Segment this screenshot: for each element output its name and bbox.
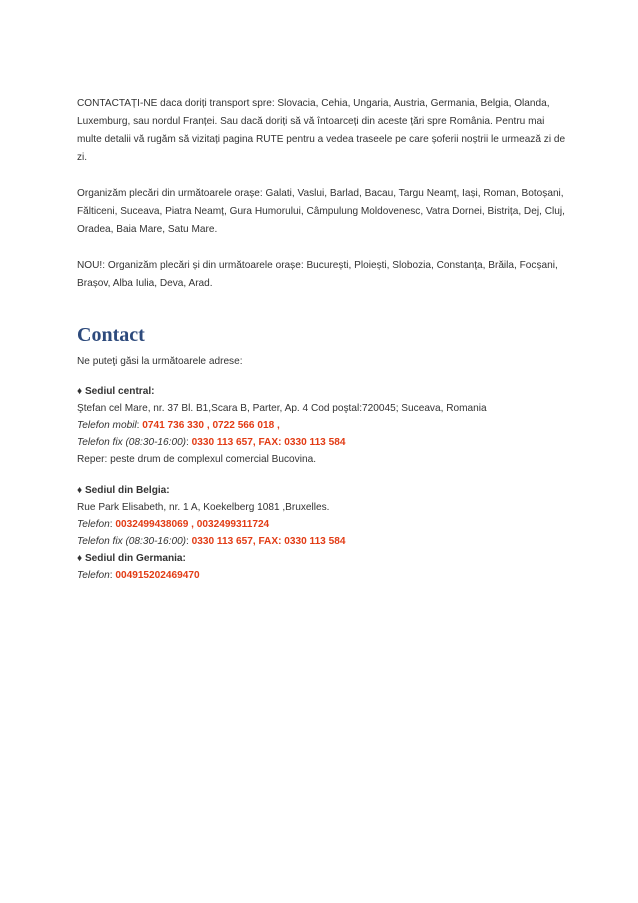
landline-separator: : [186, 437, 192, 448]
mobile-number[interactable]: 0741 736 330 , 0722 566 018 , [142, 420, 280, 431]
belgium-office-address: Rue Park Elisabeth, nr. 1 A, Koekelberg 1081 ,Bruxelles. [77, 502, 330, 513]
spacer [77, 239, 567, 257]
phone-label: Telefon [77, 519, 110, 530]
landline-number[interactable]: 0330 113 657, FAX: 0330 113 584 [191, 536, 346, 547]
landline-separator: : [186, 536, 192, 547]
phone-number[interactable]: 0032499438069 , 0032499311724 [115, 519, 270, 530]
central-office-heading: ♦ Sediul central: [77, 386, 155, 397]
germany-office-phone [77, 567, 567, 584]
spacer [77, 468, 567, 482]
intro-paragraph-routes: CONTACTAȚI-NE daca doriți transport spre: Slovacia, Cehia, Ungaria, Austria, Germania, Belgia, Olanda, Luxemburg, sau nordul Franței. Sau dacă doriți să vă întoarceți din aceste țări spre România. Pentru mai multe detalii vă rugăm să vizitați pagina RUTE pentru a vedea traseele pe care șoferii noștrii le urmează zi de zi. [77, 98, 566, 163]
mobile-separator: : [136, 420, 143, 431]
document-page [77, 95, 567, 584]
landline-number[interactable]: 0330 113 657, FAX: 0330 113 584 [191, 437, 346, 448]
central-office-landmark: Reper: peste drum de complexul comercial Bucovina. [77, 454, 316, 465]
central-office-mobile [77, 417, 567, 434]
phone-separator: : [109, 570, 116, 581]
belgium-office-heading: ♦ Sediul din Belgia: [77, 485, 170, 496]
spacer [77, 293, 567, 311]
belgium-office-phone [77, 516, 567, 533]
central-office-address: Ştefan cel Mare, nr. 37 Bl. B1,Scara B, Parter, Ap. 4 Cod poştal:720045; Suceava, Romania [77, 403, 487, 414]
phone-label: Telefon [77, 570, 110, 581]
contact-heading: Contact [77, 324, 145, 346]
landline-label: Telefon fix (08:30-16:00) [77, 536, 187, 547]
spacer [77, 370, 567, 383]
spacer [77, 167, 567, 185]
germany-office-heading: ♦ Sediul din Germania: [77, 553, 186, 564]
belgium-office-landline [77, 533, 567, 550]
germany-office-block [77, 550, 567, 584]
contact-subtitle: Ne puteţi găsi la următoarele adrese: [77, 356, 243, 367]
phone-separator: : [109, 519, 116, 530]
intro-paragraph-departures: Organizăm plecări din următoarele orașe: Galati, Vaslui, Barlad, Bacau, Targu Neamț, Iași, Roman, Botoșani, Fălticeni, Suceava, Piatra Neamț, Gura Humorului, Câmpulung Moldovenesc, Vatra Dornei, Bistrița, Dej, Cluj, Oradea, Baia Mare, Satu Mare. [77, 188, 565, 235]
mobile-label: Telefon mobil [77, 420, 137, 431]
belgium-office-block [77, 482, 567, 550]
phone-number[interactable]: 004915202469470 [115, 570, 200, 581]
landline-label: Telefon fix (08:30-16:00) [77, 437, 187, 448]
central-office-landline [77, 434, 567, 451]
central-office-block [77, 383, 567, 468]
intro-paragraph-new-cities: NOU!: Organizăm plecări și din următoarele orașe: București, Ploiești, Slobozia, Constanța, Brăila, Focșani, Brașov, Alba Iulia, Deva, Arad. [77, 260, 558, 289]
